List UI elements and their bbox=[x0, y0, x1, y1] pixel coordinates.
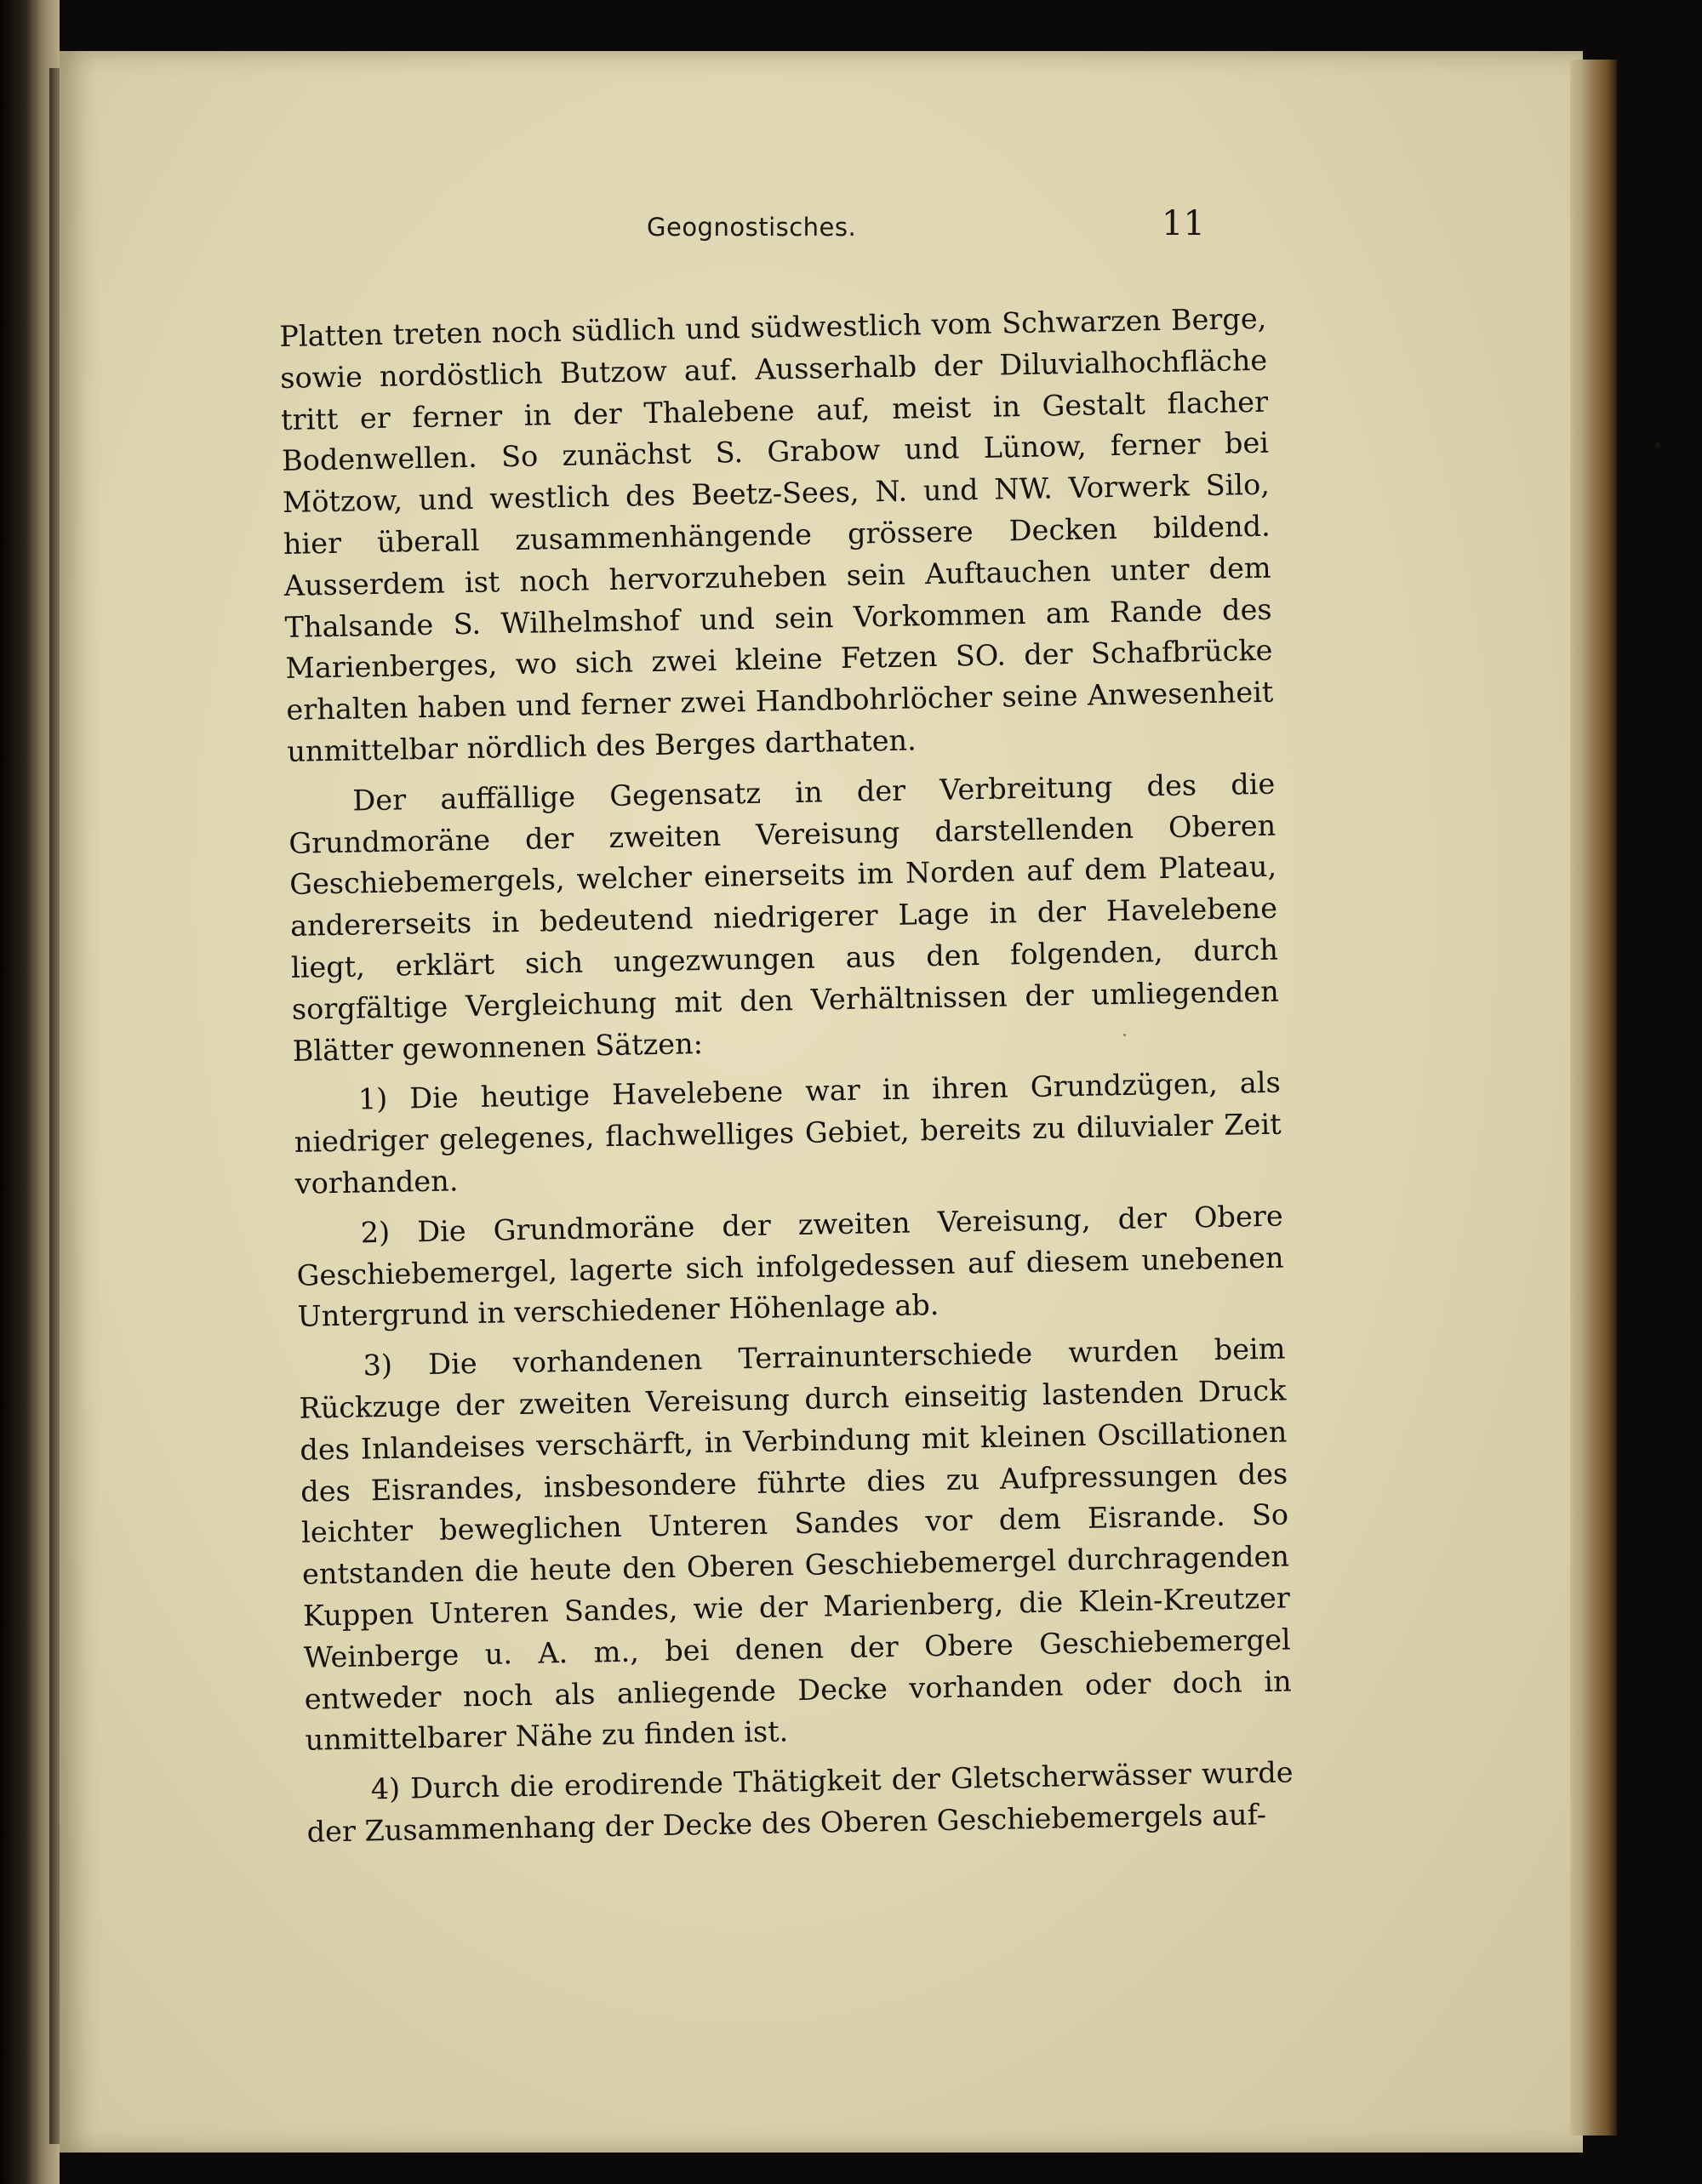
paragraph: Der auffällige Gegensatz in der Verbreitung des die Grundmoräne der zweiten Vereisung darstellenden Oberen Geschiebemergels, welcher einerseits im Norden auf dem Plateau, andererseits in bedeutend niedrigerer Lage in der Havelebene liegt, erklärt sich ungezwungen aus den folgenden, durch sorgfältige Vergleichung mit den Verhältnissen der umliegenden Blätter gewonnenen Sätzen: bbox=[288, 767, 1280, 1068]
numbered-paragraph: 4) Durch die erodirende Thätigkeit der Gletscherwässer wurde der Zusammenhang der Decke des Oberen Geschiebemergels auf- bbox=[306, 1755, 1294, 1849]
page-fore-edge bbox=[1570, 60, 1617, 2136]
numbered-paragraph: 1) Die heutige Havelebene war in ihren Grundzügen, als niedriger gelegenes, flachwelliges Gebiet, bereits zu diluvialer Zeit vorhanden. bbox=[294, 1065, 1282, 1200]
numbered-paragraph: 2) Die Grundmoräne der zweiten Vereisung, der Obere Geschiebemergel, lagerte sich infolgedessen auf diesem unebenen Untergrund in verschiedener Höhenlage ab. bbox=[296, 1199, 1284, 1334]
page-number: 11 bbox=[1162, 204, 1205, 243]
running-head bbox=[60, 51, 1583, 170]
paper-speck bbox=[1123, 1034, 1126, 1036]
paper-speck bbox=[1655, 442, 1660, 448]
running-head-title: Geognostisches. bbox=[647, 213, 857, 242]
paragraph: Platten treten noch südlich und südwestlich vom Schwarzen Berge, sowie nordöstlich Butzow auf. Ausserhalb der Diluvialhochfläche tritt er ferner in der Thalebene auf, meist in Gestalt flacher Bodenwellen. So zunächst S. Grabow und Lünow, ferner bei Mötzow, und westlich des Beetz-Sees, N. und NW. Vorwerk Silo, hier überall zusammenhängende grössere Decken bildend. Ausserdem ist noch hervorzuheben sein Auftauchen unter dem Thalsande S. Wilhelmshof und sein Vorkommen am Rande des Marienberges, wo sich zwei kleine Fetzen SO. der Schafbrücke erhalten haben und ferner zwei Handbohrlöcher seine Anwesenheit unmittelbar nördlich des Berges darthaten. bbox=[279, 301, 1274, 768]
body-text bbox=[279, 299, 1294, 1862]
numbered-paragraph: 3) Die vorhandenen Terrainunterschiede wurden beim Rückzuge der zweiten Vereisung durch einseitig lastenden Druck des Inlandeises verschärft, in Verbindung mit kleinen Oscillationen des Eisrandes, insbesondere führte dies zu Aufpressungen des leichter beweglichen Unteren Sandes vor dem Eisrande. So entstanden die heute den Oberen Geschiebemergel durchragenden Kuppen Unteren Sandes, wie der Marienberg, die Klein-Kreutzer Weinberge u. A. m., bei denen der Obere Geschiebemergel entweder noch als anliegende Decke vorhanden oder doch in unmittelbarer Nähe zu finden ist. bbox=[299, 1331, 1292, 1758]
